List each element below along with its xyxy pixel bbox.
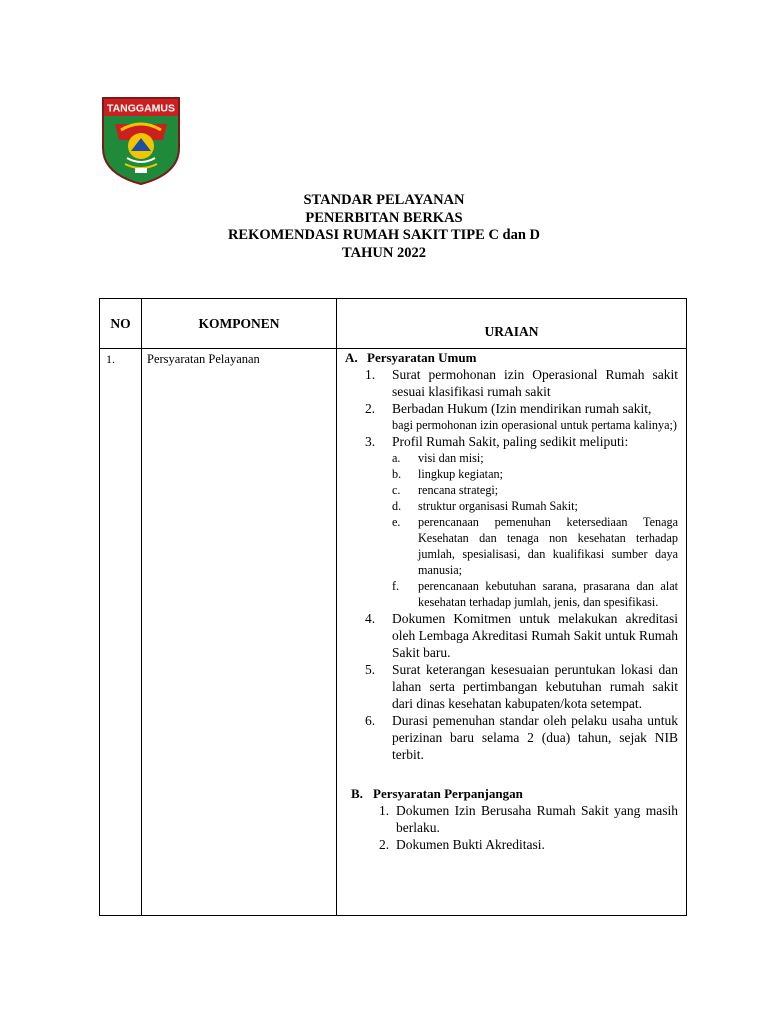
item-text [392,400,678,433]
list-item [379,802,678,836]
sub-item-letter: f. [392,579,400,593]
section-a-heading: Persyaratan Umum [367,350,477,365]
title-line-4: TAHUN 2022 [342,244,426,261]
header-no: NO [100,299,142,349]
item-text: Dokumen Bukti Akreditasi. [396,837,545,852]
section-spacer [345,763,678,785]
header-uraian: URAIAN [337,299,687,349]
sub-item-text: visi dan misi; [418,451,484,465]
item-text: Dokumen Komitmen untuk melakukan akreditasi oleh Lembaga Akreditasi Rumah Sakit untuk Rumah Sakit baru. [392,611,678,660]
list-item [365,661,678,712]
table-row [100,349,687,916]
header-komponen: KOMPONEN [142,299,337,349]
svg-text:TANGGAMUS: TANGGAMUS [106,102,176,115]
sub-list-item [392,578,678,610]
sub-item-letter: c. [392,483,401,497]
section-b-heading: Persyaratan Perpanjangan [373,786,523,801]
item-number: 2. [379,837,390,852]
sub-list-item [392,498,678,514]
tanggamus-emblem-icon [101,96,181,186]
sub-item-letter: d. [392,499,402,513]
row-number: 1. [100,349,142,916]
item-number: 1. [379,803,390,818]
table-header-row [100,299,687,349]
title-line-1: STANDAR PELAYANAN [303,192,465,208]
list-item [365,610,678,661]
item-number: 5. [365,662,376,677]
row-uraian [337,349,687,916]
item-text [392,433,678,610]
row-komponen: Persyaratan Pelayanan [142,349,337,916]
list-item [365,433,678,610]
section-b-label: B. [351,786,363,801]
item-text-part: Berbadan Hukum (Izin mendirikan rumah sakit, [392,401,652,416]
item-number: 1. [365,367,376,382]
section-b-list [351,802,678,853]
sub-list-item [392,514,678,578]
item-text: Durasi pemenuhan standar oleh pelaku usaha untuk perizinan baru selama 2 (dua) tahun, sejak NIB terbit. [392,713,678,762]
list-item [365,366,678,400]
tanggamus-logo [101,96,181,186]
sub-item-letter: e. [392,515,401,529]
sub-item-letter: b. [392,467,402,481]
list-item [379,836,678,853]
section-b [345,785,678,853]
profile-sub-list [392,450,678,610]
sub-item-text: perencanaan kebutuhan sarana, prasarana dan alat kesehatan terhadap jumlah, jenis, dan spesifikasi. [418,579,678,609]
item-text-part: bagi permohonan izin operasional untuk pertama kalinya;) [392,418,677,432]
item-number: 4. [365,611,376,626]
document-title [0,192,768,262]
sub-item-text: lingkup kegiatan; [418,467,503,481]
item-number: 2. [365,401,376,416]
list-item [365,712,678,763]
sub-item-text: perencanaan pemenuhan ketersediaan Tenaga Kesehatan dan tenaga non kesehatan terhadap jumlah, spesialisasi, dan kualifikasi sumber daya manusia; [418,515,678,577]
sub-list-item [392,466,678,482]
section-b-title [351,785,678,802]
sub-list-item [392,450,678,466]
title-line-3: REKOMENDASI RUMAH SAKIT TIPE C dan D [227,227,541,243]
title-line-2: PENERBITAN BERKAS [305,209,463,226]
item-number: 6. [365,713,376,728]
sub-item-letter: a. [392,451,401,465]
item-text: Surat keterangan kesesuaian peruntukan lokasi dan lahan serta pertimbangan kebutuhan rumah sakit dari dinas kesehatan kabupaten/kota setempat. [392,662,678,711]
sub-list-item [392,482,678,498]
item-text: Surat permohonan izin Operasional Rumah sakit sesuai klasifikasi rumah sakit [392,367,678,399]
section-a-title [345,349,678,366]
sub-item-text: rencana strategi; [418,483,499,497]
service-standard-table [99,298,687,916]
item-number: 3. [365,434,376,449]
item-text: Dokumen Izin Berusaha Rumah Sakit yang masih berlaku. [396,803,678,835]
item-text-part: Profil Rumah Sakit, paling sedikit meliputi: [392,434,629,449]
sub-item-text: struktur organisasi Rumah Sakit; [418,499,578,513]
section-a-label: A. [345,350,358,365]
list-item [365,400,678,433]
section-a-list [345,366,678,763]
